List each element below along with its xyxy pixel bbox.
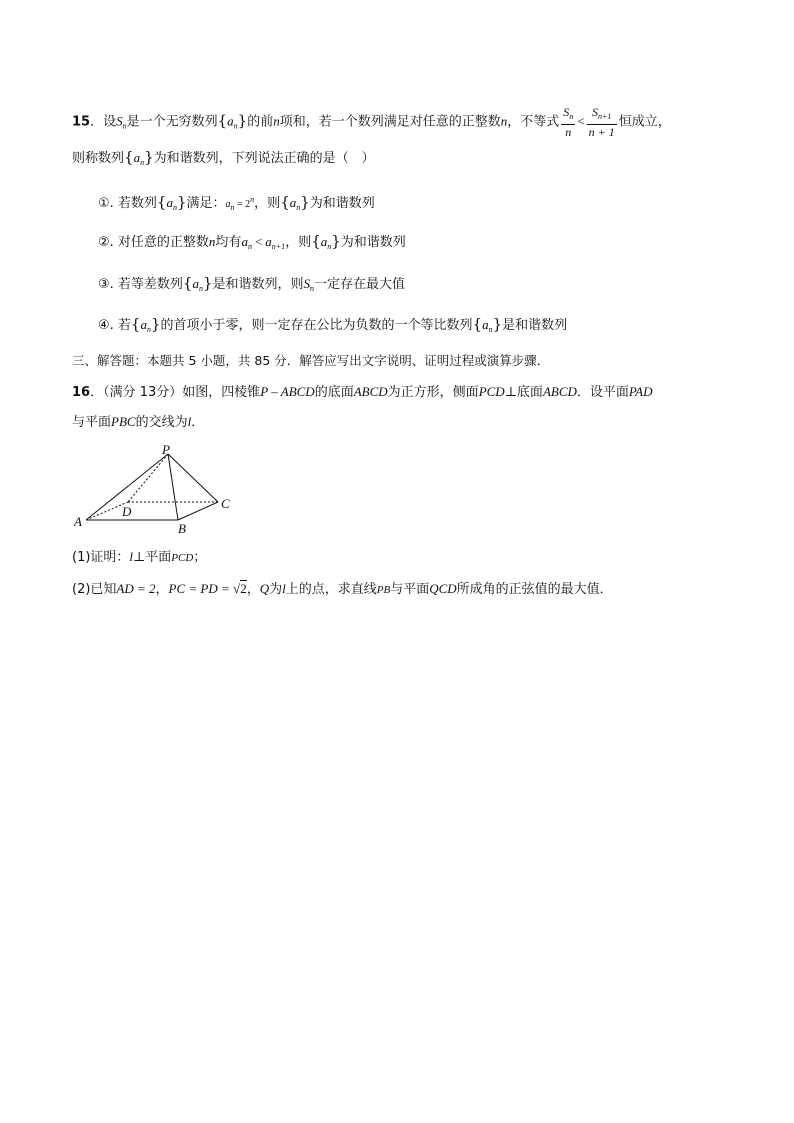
text: ，则 (285, 235, 312, 250)
math-sub: n (310, 284, 315, 293)
math-ad: AD = 2 (116, 581, 156, 596)
q16-part-1 (72, 547, 206, 568)
brace: } (144, 148, 154, 166)
text: 为和谐数列，下列说法正确的是（ ） (153, 151, 375, 166)
pyramid-figure (70, 444, 240, 540)
math-l: l (187, 414, 192, 429)
edge-PD (128, 454, 168, 502)
text: 则称数列 (72, 151, 125, 166)
math-a: a (133, 150, 141, 165)
text: 的首项小于零，则一定存在公比为负数的一个等比数列 (160, 318, 473, 333)
text: ，不等式 (507, 114, 560, 130)
math-a: a (482, 317, 489, 332)
formula-an-2n: $a_n = 2^n$ (225, 195, 255, 212)
text: ， (155, 582, 169, 597)
text: 满足： (186, 196, 226, 211)
math-pc-pd: PC = PD = (168, 581, 234, 596)
text: 为正方形，侧面 (387, 385, 479, 400)
math-pb: PB (376, 584, 391, 596)
math-sub: n (247, 242, 252, 251)
brace: { (182, 274, 193, 292)
label-C: C (221, 496, 230, 511)
q16-part-2 (72, 579, 613, 600)
math-a: a (227, 113, 234, 129)
text: ．设平面 (576, 385, 629, 400)
math-sub: n (327, 242, 332, 251)
math-sub: n (172, 203, 177, 212)
brace: { (156, 193, 167, 211)
text: (1)证明： (72, 550, 130, 565)
text: . 对任意的正整数 (109, 235, 209, 250)
math-a: a (289, 195, 297, 210)
math-abcd: ABCD (353, 384, 388, 399)
math-pyramid: P – ABCD (260, 384, 315, 399)
text: 一定存在最大值 (314, 277, 406, 292)
brace: } (492, 315, 503, 333)
edge-BC (178, 502, 218, 520)
text: ．（满分 13分）如图，四棱锥 (90, 385, 261, 400)
math-n: n (500, 113, 508, 129)
option-marker: ② (98, 235, 110, 250)
fraction-sn-over-n: $\frac{S_n}{n}$ (563, 105, 574, 139)
q15-option-1 (98, 190, 375, 218)
text: 与平面 (390, 582, 430, 597)
text: . 若等差数列 (109, 277, 183, 292)
fraction-sn1-over-n1: $\frac{S_{n+1}}{n + 1}$ (588, 105, 615, 139)
math-sub: n (233, 121, 238, 131)
math-l: l (129, 549, 134, 564)
text: . 若数列 (109, 196, 157, 211)
q16-line-1 (72, 382, 653, 403)
math-pad: PAD (628, 384, 653, 399)
sqrt-symbol: √ (233, 581, 241, 596)
text: 是和谐数列，则 (212, 277, 304, 292)
math-a: a (265, 234, 272, 249)
math-pcd: PCD (171, 552, 194, 564)
label-B: B (178, 521, 186, 536)
q16-line-2 (72, 412, 204, 433)
text: 的前 (247, 114, 274, 130)
math-pcd: PCD (478, 384, 505, 399)
text: 与平面 (72, 415, 112, 430)
math-a: a (241, 234, 248, 249)
text: ．设 (90, 114, 117, 130)
brace: { (130, 315, 141, 333)
math-sub: n (122, 121, 127, 131)
math-abcd: ABCD (542, 384, 577, 399)
text: . 若 (109, 318, 131, 333)
math-a: a (140, 317, 147, 332)
math-sub: n+1 (271, 242, 286, 251)
text: 为和谐数列 (309, 196, 375, 211)
radicand: 2 (240, 581, 247, 596)
text: 的交线为 (135, 415, 188, 430)
text: 上的点，求直线 (285, 582, 377, 597)
brace: { (311, 232, 321, 250)
brace: } (202, 274, 213, 292)
math-a: a (166, 195, 173, 210)
math-sub: n (198, 284, 203, 293)
math-sub: n (488, 325, 493, 334)
less-than: < (577, 113, 585, 129)
brace: } (331, 232, 341, 250)
text: (2)已知 (72, 582, 117, 597)
math-a: a (320, 234, 328, 249)
math-S: S (116, 113, 123, 129)
text: 为和谐数列 (340, 235, 406, 250)
q15-option-4 (98, 314, 567, 340)
text: 是一个无穷数列 (126, 114, 218, 130)
brace: { (217, 111, 228, 130)
text: 为 (269, 582, 283, 597)
text: 均有 (215, 235, 242, 250)
brace: { (472, 315, 483, 333)
edge-PC (168, 454, 218, 502)
math-pbc: PBC (111, 414, 136, 429)
text: 恒成立， (618, 114, 671, 130)
option-marker: ③ (98, 277, 110, 292)
brace: { (280, 193, 290, 211)
math-l: l (282, 581, 286, 596)
text: 所成角的正弦值的最大值． (456, 582, 613, 597)
question-number: 15 (72, 114, 91, 130)
math-n: n (208, 234, 216, 249)
edge-PB (168, 454, 178, 520)
less-than: < (254, 234, 263, 249)
perp-symbol: ⊥ (504, 384, 517, 399)
q15-option-3 (98, 273, 405, 299)
math-a: a (192, 276, 199, 291)
math-sub: n (296, 203, 301, 212)
math-sub: n (140, 158, 145, 167)
brace: { (124, 148, 134, 166)
option-marker: ④ (98, 318, 110, 333)
q15-line-2 (72, 147, 375, 173)
math-n: n (273, 113, 280, 129)
text: ； (193, 550, 207, 565)
q15-option-2 (98, 231, 406, 257)
perp-symbol: ⊥ (133, 549, 146, 564)
brace: } (300, 193, 310, 211)
brace: } (237, 111, 248, 130)
text: 是和谐数列 (502, 318, 568, 333)
label-A: A (74, 514, 82, 529)
q15-line-1 (72, 105, 671, 139)
text: 底面 (516, 385, 543, 400)
label-P: P (162, 444, 170, 457)
brace: } (150, 315, 161, 333)
math-sub: n (146, 325, 151, 334)
label-D: D (122, 504, 132, 519)
math-qcd: QCD (429, 581, 457, 596)
brace: } (176, 193, 187, 211)
math-S: S (303, 276, 311, 291)
section-heading: 三、解答题：本题共 5 小题，共 85 分．解答应写出文字说明、证明过程或演算步骤． (72, 353, 550, 368)
option-marker: ① (98, 196, 110, 211)
text: 项和，若一个数列满足对任意的正整数 (279, 114, 501, 130)
question-number: 16 (72, 385, 91, 400)
text: ，则 (254, 196, 281, 211)
math-q: Q (259, 581, 270, 596)
text: ． (191, 415, 205, 430)
text: 平面 (145, 550, 172, 565)
text: 的底面 (314, 385, 354, 400)
text: ， (246, 582, 260, 597)
